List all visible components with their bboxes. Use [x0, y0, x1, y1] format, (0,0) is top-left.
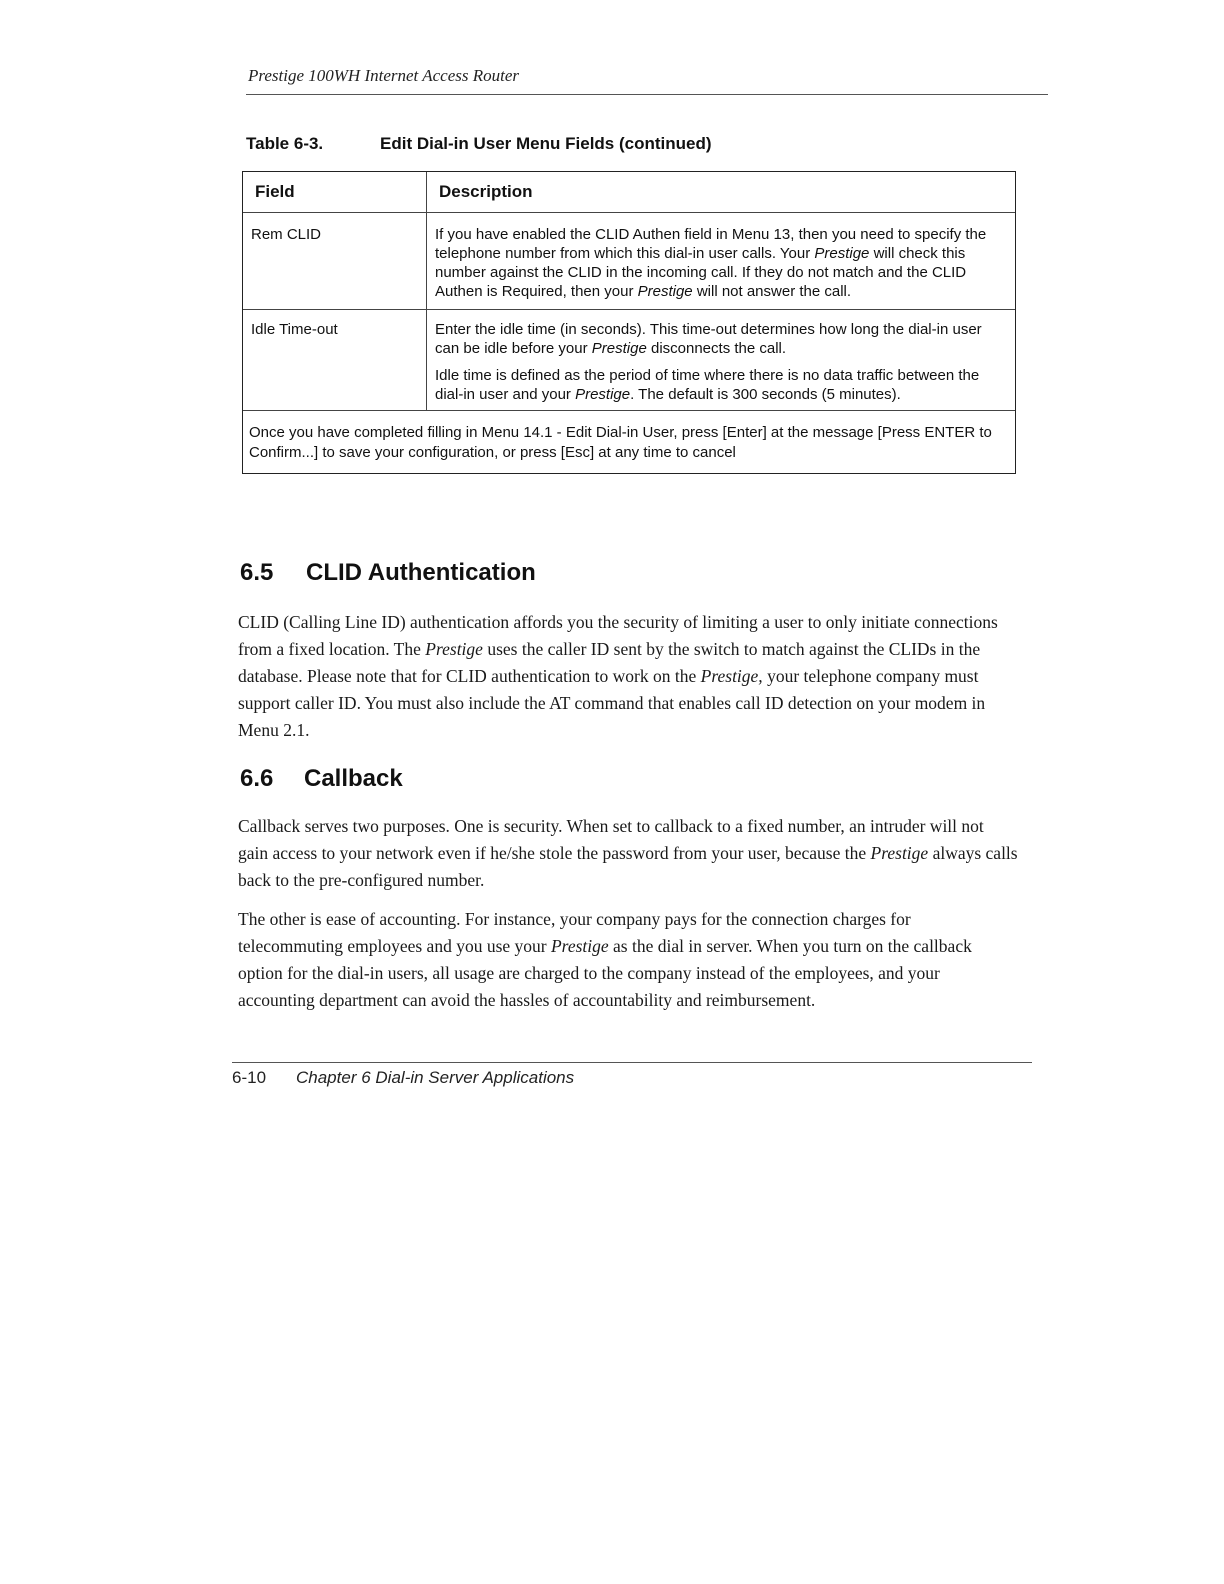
field-name-rem-clid: Rem CLID [243, 213, 427, 309]
section-heading-clid-authentication [240, 559, 536, 587]
body-paragraph-callback-accounting: The other is ease of accounting. For instance, your company pays for the connection charges for telecommuting employees and you use your Prestige as the dial in server. When you turn on the callback option for the dial-in users, all usage are charged to the company instead of the employees, and your accounting department can avoid the hassles of accountability and reimbursement. [238, 909, 972, 1010]
section-number: 6.6 [240, 765, 274, 792]
footer-rule [232, 1062, 1032, 1063]
field-name-idle-timeout: Idle Time-out [243, 310, 427, 410]
table-header-row [243, 172, 1015, 213]
table-caption-title: Edit Dial-in User Menu Fields (continued) [380, 134, 712, 153]
column-header-description: Description [439, 182, 533, 201]
field-description-rem-clid [427, 213, 1015, 309]
table-caption-number: Table 6-3. [246, 134, 324, 153]
section-heading-callback [240, 765, 403, 793]
footer-chapter-label: Chapter 6 [296, 1068, 371, 1087]
table-row [243, 310, 1015, 411]
table-caption [246, 134, 712, 154]
description-paragraph: If you have enabled the CLID Authen field in Menu 13, then you need to specify the telephone number from which this dial-in user calls. Your Prestige will check this number against the CLID in the incoming call. If they do not match and the CLID Authen is Required, then your Prestige will not answer the call. [435, 226, 987, 300]
table-note-row [243, 411, 1015, 473]
header-rule [246, 94, 1048, 95]
section-title: Callback [304, 765, 403, 792]
footer-chapter-title: Dial-in Server Applications [375, 1068, 575, 1087]
column-header-field: Field [243, 172, 427, 212]
description-paragraph: Idle time is defined as the period of time where there is no data traffic between the dial-in user and your Prestige. The default is 300 seconds (5 minutes). [435, 367, 980, 403]
page-footer [232, 1068, 574, 1088]
table-footer-note: Once you have completed filling in Menu 14.1 - Edit Dial-in User, press [Enter] at the message [Press ENTER to Confirm...] to save your configuration, or press [Esc] at any time to cancel [249, 424, 992, 461]
field-description-idle-timeout [427, 310, 1015, 410]
fields-table [242, 171, 1016, 474]
description-paragraph: Enter the idle time (in seconds). This time-out determines how long the dial-in user can be idle before your Prestige disconnects the call. [435, 321, 982, 357]
section-title: CLID Authentication [306, 559, 536, 586]
body-paragraph-clid: CLID (Calling Line ID) authentication affords you the security of limiting a user to only initiate connections from a fixed location. The Prestige uses the caller ID sent by the switch to match against the CLIDs in the database. Please note that for CLID authentication to work on the Prestige, your telephone company must support caller ID. You must also include the AT command that enables call ID detection on your modem in Menu 2.1. [238, 612, 998, 740]
section-number: 6.5 [240, 559, 274, 586]
page-number: 6-10 [232, 1068, 267, 1087]
table-row [243, 213, 1015, 310]
running-header: Prestige 100WH Internet Access Router [248, 66, 519, 85]
body-paragraph-callback-security: Callback serves two purposes. One is security. When set to callback to a fixed number, an intruder will not gain access to your network even if he/she stole the password from your user, because the Prestige always calls back to the pre-configured number. [238, 816, 1018, 890]
